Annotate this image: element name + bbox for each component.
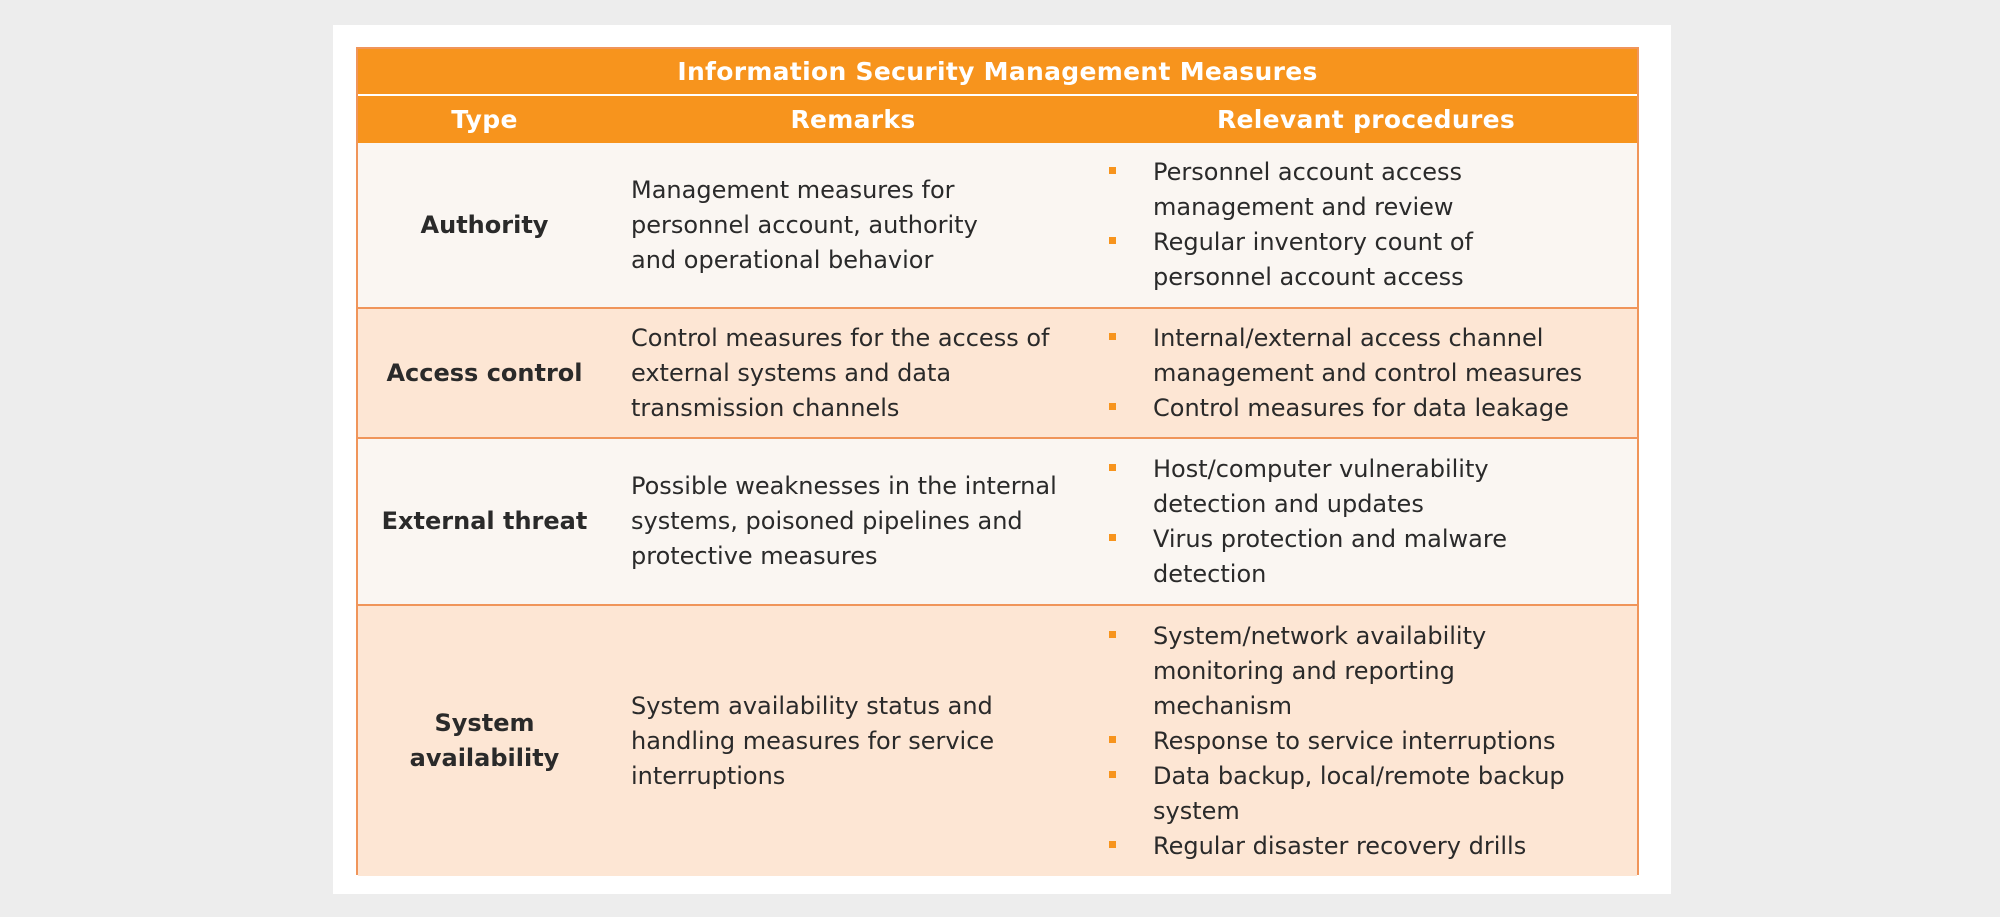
type-cell [358,606,611,876]
procedure-text: Regular inventory count of personnel account access [1153,228,1474,291]
bullet-icon [1109,403,1116,410]
procedure-text: Virus protection and malware detection [1153,524,1507,588]
procedure-item [1109,619,1627,724]
bullet-icon [1109,771,1116,778]
header-remarks: Remarks [790,105,916,134]
procedure-item [1109,391,1627,426]
type-label: Access control [386,358,583,387]
type-label: Authority [420,210,549,239]
procedure-item [1109,321,1627,391]
procedure-item [1109,225,1627,295]
type-label: System availability [409,709,560,772]
type-cell [358,143,611,307]
type-label: External threat [381,507,588,535]
bullet-icon [1109,736,1116,743]
remarks-text: Possible weaknesses in the internal systems, poisoned pipelines and protective measures [631,472,1057,570]
bullet-icon [1109,237,1116,244]
table-row [358,437,1637,604]
procedure-item [1109,155,1627,225]
remarks-cell [611,439,1095,604]
procedure-item [1109,829,1627,864]
bullet-icon [1109,631,1116,638]
procedure-text: Response to service interruptions [1153,726,1556,755]
procedure-text: Internal/external access channel management and control measures [1153,323,1583,387]
remarks-cell [611,606,1095,876]
header-type: Type [451,105,518,134]
type-cell [358,439,611,604]
table-row [358,307,1637,437]
procedures-cell [1095,439,1637,604]
type-cell [358,309,611,437]
procedure-text: Host/computer vulnerability detection and updates [1153,454,1489,518]
procedures-cell [1095,606,1637,876]
procedure-text: Personnel account access management and review [1153,158,1463,221]
bullet-icon [1109,464,1116,471]
procedures-cell [1095,143,1637,307]
procedure-text: Regular disaster recovery drills [1153,831,1527,860]
remarks-text: Control measures for the access of external systems and data transmission channels [631,323,1050,422]
bullet-icon [1109,534,1116,541]
procedure-item [1109,522,1627,592]
procedure-text: Data backup, local/remote backup system [1153,761,1565,825]
procedure-item [1109,759,1627,829]
security-measures-table [356,47,1639,875]
remarks-text: Management measures for personnel account, authority and operational behavior [631,175,978,274]
remarks-cell [611,309,1095,437]
procedures-cell [1095,309,1637,437]
table-row [358,143,1637,307]
procedure-item [1109,724,1627,759]
table-title: Information Security Management Measures [358,49,1637,96]
procedure-item [1109,452,1627,522]
table-header-row [358,96,1637,143]
table-row [358,604,1637,876]
procedure-text: Control measures for data leakage [1153,393,1569,422]
remarks-cell [611,143,1095,307]
bullet-icon [1109,333,1116,340]
procedure-text: System/network availability monitoring and reporting mechanism [1153,621,1487,720]
remarks-text: System availability status and handling measures for service interruptions [631,691,995,790]
bullet-icon [1109,167,1116,174]
header-procedures: Relevant procedures [1216,105,1516,134]
bullet-icon [1109,841,1116,848]
